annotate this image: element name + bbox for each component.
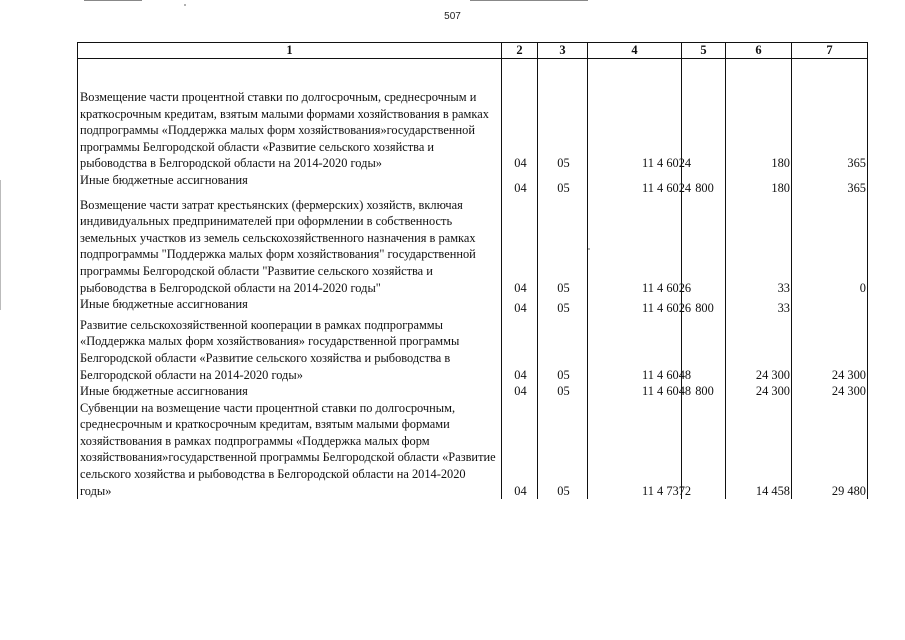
cell-amount: 365 <box>792 59 868 172</box>
cell-subsection: 05 <box>538 197 588 297</box>
table-row <box>78 197 868 297</box>
row-description: Возмещение части затрат крестьянских (фермерских) хозяйств, включая индивидуальных предпринимателей при оформлении в собственность земельных участков из земель сельскохозяйственного назначения в рамках подпрограммы "Поддержка малых форм хозяйствования" государственной программы Белгородской области "Развитие сельского хозяйства и рыбоводства в Белгородской области на 2014-2020 годы" <box>78 197 502 297</box>
cell-subsection: 05 <box>538 317 588 383</box>
cell-amount: 180 <box>726 59 792 172</box>
cell-target-article: 11 4 6026 <box>588 197 682 297</box>
table-row <box>78 296 868 317</box>
cell-amount: 29 480 <box>792 400 868 500</box>
cell-subsection: 05 <box>538 172 588 197</box>
cell-subsection: 05 <box>538 59 588 172</box>
cell-section: 04 <box>502 317 538 383</box>
cell-section: 04 <box>502 197 538 297</box>
cell-expense-type: 800 <box>682 172 726 197</box>
cell-section: 04 <box>502 59 538 172</box>
table-header-row <box>78 43 868 59</box>
scan-mark-left <box>84 0 142 1</box>
cell-amount: 24 300 <box>792 317 868 383</box>
column-header: 4 <box>588 43 682 59</box>
cell-section: 04 <box>502 400 538 500</box>
cell-target-article: 11 4 6026 <box>588 296 682 317</box>
cell-amount: 33 <box>726 296 792 317</box>
cell-target-article: 11 4 7372 <box>588 400 682 500</box>
scan-speck <box>184 4 186 6</box>
cell-amount: 24 300 <box>726 317 792 383</box>
cell-target-article: 11 4 6048 <box>588 317 682 383</box>
column-header: 3 <box>538 43 588 59</box>
cell-amount: 14 458 <box>726 400 792 500</box>
column-header: 5 <box>682 43 726 59</box>
cell-section: 04 <box>502 296 538 317</box>
row-description: Возмещение части процентной ставки по долгосрочным, среднесрочным и краткосрочным кредитам, взятым малыми формами хозяйствования в рамках подпрограммы «Поддержка малых форм хозяйствования»государственной программы Белгородской области «Развитие сельского хозяйства и рыбоводства в Белгородской области на 2014-2020 годы» <box>78 59 502 172</box>
cell-amount: 33 <box>726 197 792 297</box>
cell-target-article: 11 4 6024 <box>588 172 682 197</box>
cell-expense-type: 800 <box>682 296 726 317</box>
cell-subsection: 05 <box>538 383 588 400</box>
cell-section: 04 <box>502 172 538 197</box>
row-description: Субвенции на возмещение части процентной ставки по долгосрочным, среднесрочным и краткосрочным кредитам, взятым малыми формами хозяйствования в рамках подпрограммы «Поддержка малых форм хозяйствования»государственной программы Белгородской области «Развитие сельского хозяйства и рыбоводства в Белгородской области на 2014-2020 годы» <box>78 400 502 500</box>
table-row <box>78 383 868 400</box>
scan-mark-right <box>470 0 588 1</box>
cell-amount: 24 300 <box>726 383 792 400</box>
cell-amount: 0 <box>792 197 868 297</box>
row-description: Иные бюджетные ассигнования <box>78 383 502 400</box>
cell-target-article: 11 4 6024 <box>588 59 682 172</box>
cell-subsection: 05 <box>538 400 588 500</box>
column-header: 7 <box>792 43 868 59</box>
row-description: Иные бюджетные ассигнования <box>78 296 502 317</box>
cell-amount: 24 300 <box>792 383 868 400</box>
table-row <box>78 172 868 197</box>
cell-amount <box>792 296 868 317</box>
row-description: Развитие сельскохозяйственной кооперации в рамках подпрограммы «Поддержка малых форм хозяйствования» государственной программы Белгородской области «Развитие сельского хозяйства и рыбоводства в Белгородской области на 2014-2020 годы» <box>78 317 502 383</box>
column-header: 1 <box>78 43 502 59</box>
cell-amount: 180 <box>726 172 792 197</box>
table-row <box>78 400 868 500</box>
table-row <box>78 59 868 172</box>
table-row <box>78 317 868 383</box>
page-number: 507 <box>444 11 461 22</box>
cell-target-article: 11 4 6048 <box>588 383 682 400</box>
scan-edge-line <box>0 180 1 310</box>
column-header: 6 <box>726 43 792 59</box>
row-description: Иные бюджетные ассигнования <box>78 172 502 197</box>
cell-amount: 365 <box>792 172 868 197</box>
cell-section: 04 <box>502 383 538 400</box>
column-header: 2 <box>502 43 538 59</box>
budget-table <box>77 42 868 499</box>
cell-expense-type: 800 <box>682 383 726 400</box>
cell-subsection: 05 <box>538 296 588 317</box>
